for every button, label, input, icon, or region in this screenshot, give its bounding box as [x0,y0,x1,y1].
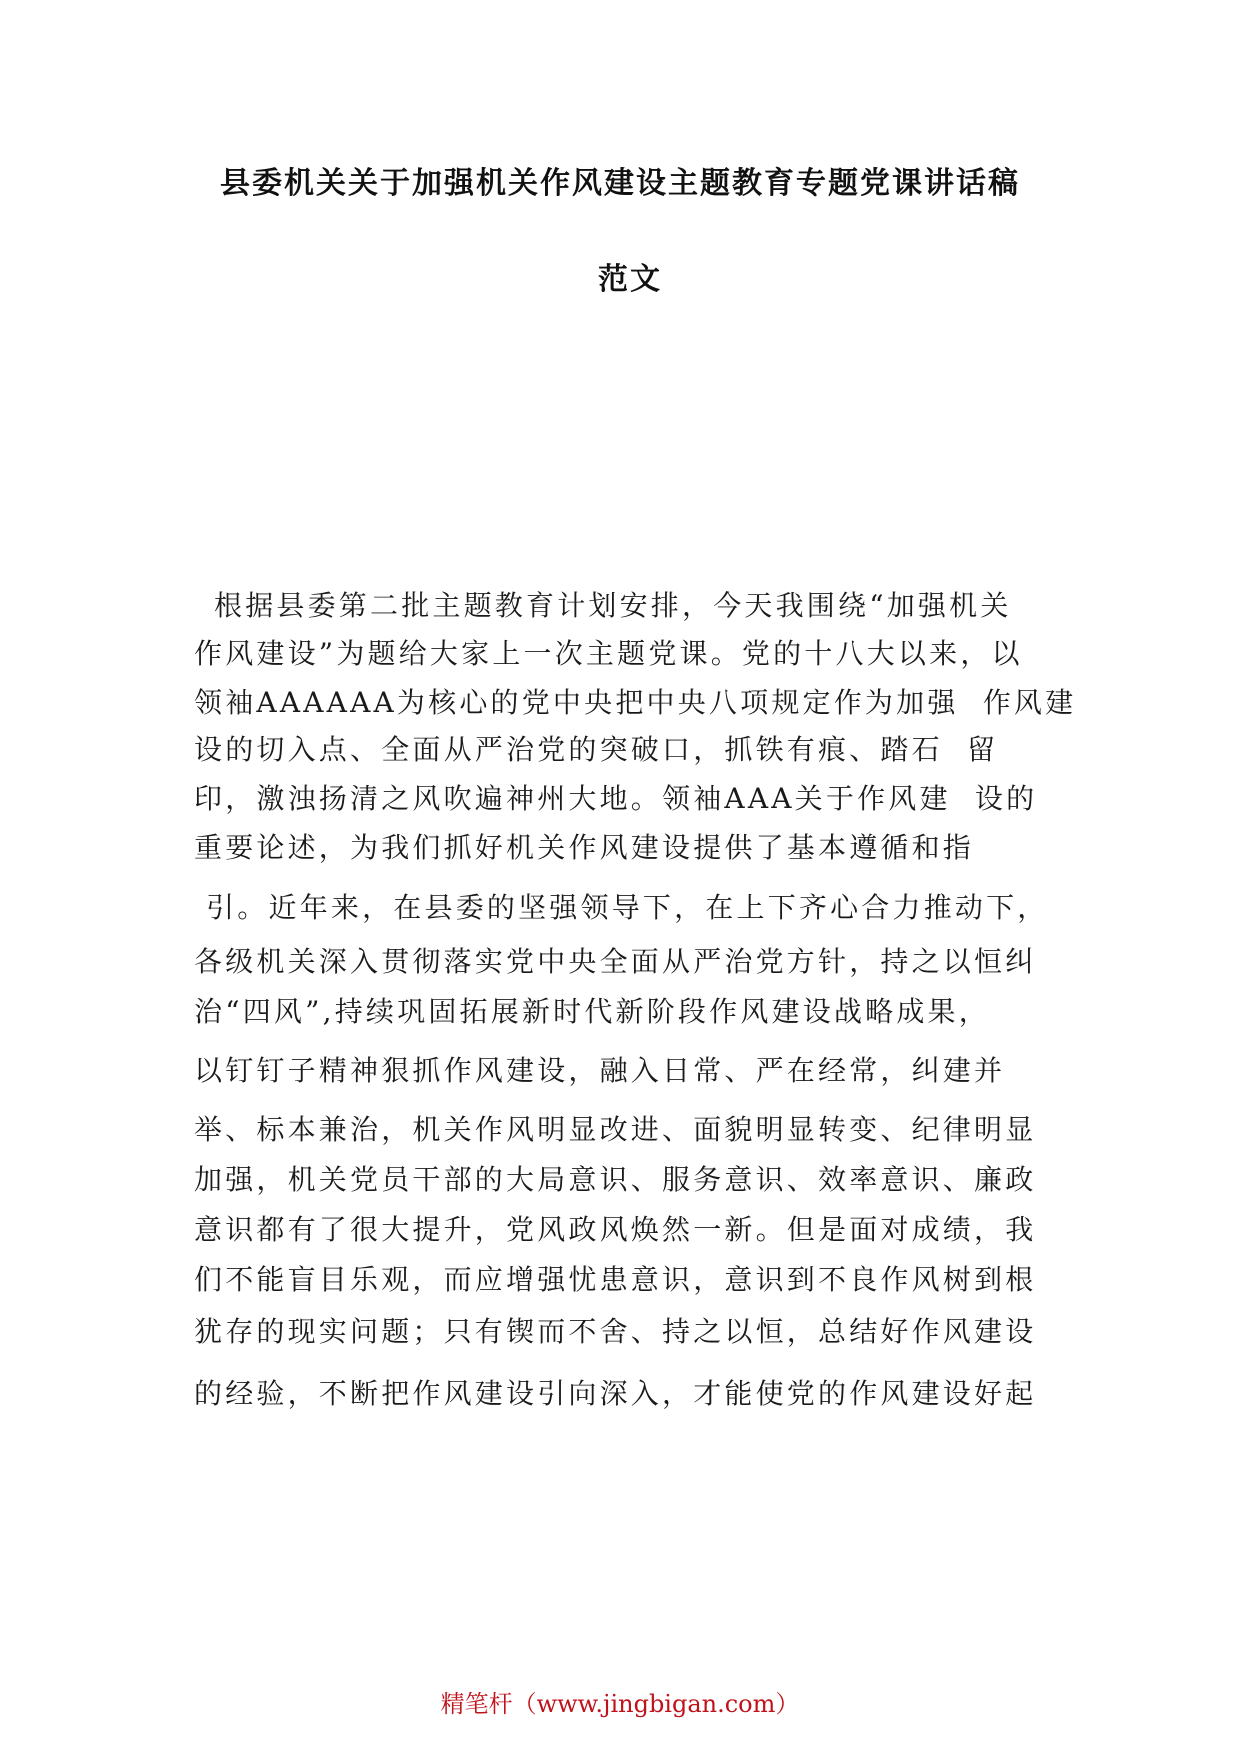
body-line: 引。近年来，在县委的坚强领导下，在上下齐心合力推动下， [194,891,1049,924]
body-line: 治“四风”,持续巩固拓展新时代新阶段作风建设战略成果， [194,995,990,1028]
body-line: 举、标本兼治，机关作风明显改进、面貌明显转变、纪律明显 [194,1113,1037,1146]
site-footer-link[interactable]: 精笔杆（www.jingbigan.com） [440,1690,800,1718]
body-line: 印，激浊扬清之风吹遍神州大地。领袖AAA关于作风建 设的 [194,782,1038,815]
body-line: 意识都有了很大提升，党风政风焕然一新。但是面对成绩，我 [194,1213,1037,1246]
body-line: 们不能盲目乐观，而应增强忧患意识，意识到不良作风树到根 [194,1263,1037,1296]
body-line: 领袖AAAAAA为核心的党中央把中央八项规定作为加强 作风建 [194,686,1077,719]
body-line: 各级机关深入贯彻落实党中央全面从严治党方针，持之以恒纠 [194,945,1037,978]
document-title: 县委机关关于加强机关作风建设主题教育专题党课讲话稿 [220,166,1020,201]
body-line: 根据县委第二批主题教育计划安排，今天我围绕“加强机关 [214,589,1012,622]
body-line: 加强，机关党员干部的大局意识、服务意识、效率意识、廉政 [194,1163,1037,1196]
document-title-continued: 范文 [598,262,662,297]
body-line: 的经验，不断把作风建设引向深入，才能使党的作风建设好起 [194,1377,1037,1410]
body-line: 设的切入点、全面从严治党的突破口，抓铁有痕、踏石 留 [194,733,999,766]
body-line: 作风建设”为题给大家上一次主题党课。党的十八大以来，以 [194,637,1023,670]
body-line: 重要论述，为我们抓好机关作风建设提供了基本遵循和指 [194,831,975,864]
body-line: 以钉钉子精神狠抓作风建设，融入日常、严在经常，纠建并 [194,1054,1006,1087]
body-line: 犹存的现实问题；只有锲而不舍、持之以恒，总结好作风建设 [194,1315,1037,1348]
